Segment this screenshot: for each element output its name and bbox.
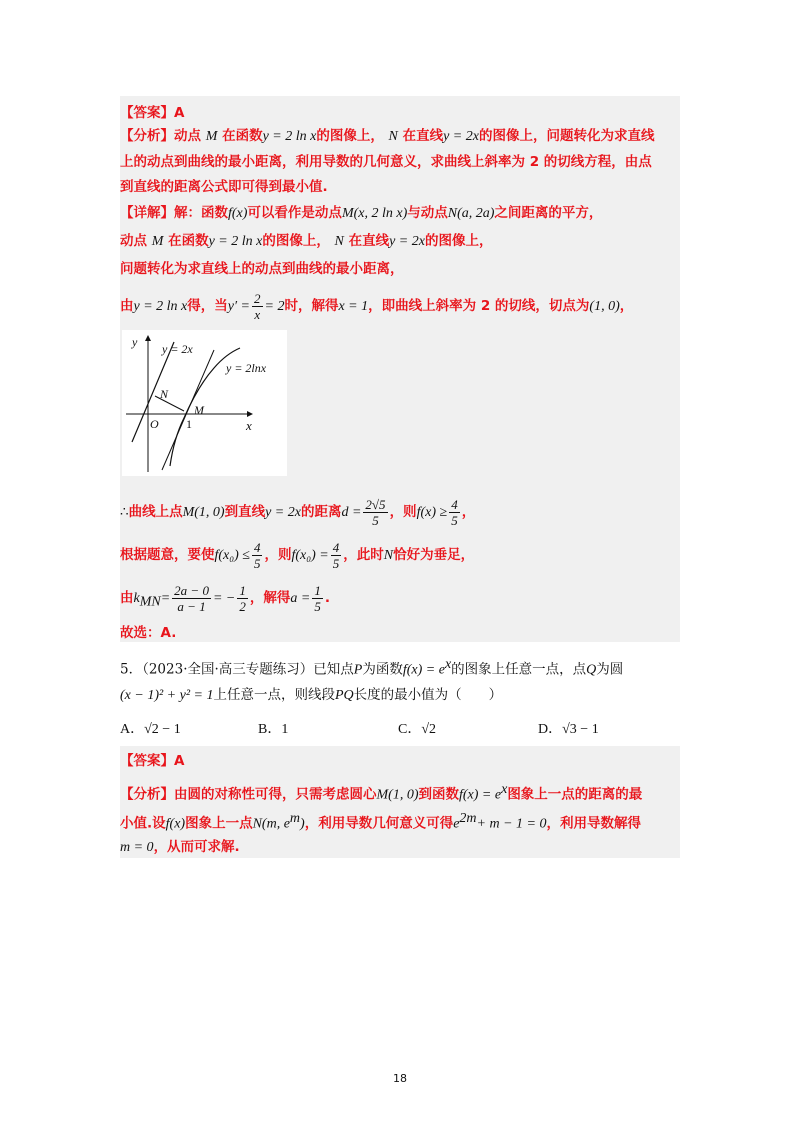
option-a: A．√2 − 1 bbox=[120, 722, 181, 737]
answer-line-2: 【答案】A bbox=[120, 753, 185, 769]
analysis2-line-1: 【分析】由圆的对称性可得，只需考虑圆心M(1, 0)到函数$f(x) = e^x$图象上一点的距离的最 bbox=[120, 782, 643, 803]
label-one: 1 bbox=[186, 417, 192, 431]
option-b: B．1 bbox=[258, 722, 289, 737]
fraction: $\frac{2}{x}$ bbox=[254, 290, 261, 322]
graph-figure bbox=[122, 330, 287, 476]
detail-line-6: 根据题意，要使f(x₀) ≤ $\frac{4}{5}$ ，则f(x₀) = $\frac{4}{5}$ ，此时N恰好为垂足， bbox=[120, 539, 475, 571]
question-5-line-1: 5．（2023·全国·高三专题练习）已知点P为函数$f(x) = e^x$的图象上任意一点，点Q为圆 bbox=[120, 657, 624, 678]
option-c: C．√2 bbox=[398, 722, 437, 737]
analysis-line-1: 【分析】动点 M 在函数y = 2 ln x的图像上， N 在直线y = 2x的图像上，问题转化为求直线 bbox=[120, 128, 655, 144]
detail-line-4: 由y = 2 ln x得，当y′ = $\frac{2}{x}$ = 2时，解得x = 1，即曲线上斜率为 2 的切线，切点为(1, 0)， bbox=[120, 290, 634, 322]
question-5-line-2: (x − 1)² + y² = 1上任意一点，则线段PQ长度的最小值为（ ） bbox=[120, 687, 503, 703]
label-origin: O bbox=[150, 417, 159, 431]
page-number: 18 bbox=[393, 1072, 407, 1085]
answer-line-1 bbox=[120, 104, 680, 122]
label-curve: y = 2lnx bbox=[226, 361, 267, 375]
graph-svg bbox=[122, 330, 287, 476]
tangent-line bbox=[162, 350, 214, 470]
analysis-line-3: 到直线的距离公式即可得到最小值. bbox=[120, 179, 328, 195]
detail-line-5: ∴曲线上点M(1, 0)到直线y = 2x的距离d = $\frac{2√5}{5}$ ，则f(x) ≥ $\frac{4}{5}$ ， bbox=[120, 496, 476, 528]
option-d: D．√3 − 1 bbox=[538, 722, 599, 737]
label-y: y bbox=[132, 335, 138, 349]
label-N: N bbox=[160, 387, 169, 401]
analysis-line-2: 上的动点到曲线的最小距离，利用导数的几何意义，求曲线上斜率为 2 的切线方程，由点 bbox=[120, 154, 652, 170]
detail-line-3: 问题转化为求直线上的动点到曲线的最小距离， bbox=[120, 261, 404, 277]
detail-line-7: 由$k_{MN}=$ $\frac{2a - 0}{a - 1}$ = − $\frac{1}{2}$ ，解得a = $\frac{1}{5}$ . bbox=[120, 582, 330, 614]
label-line: y = 2x bbox=[162, 342, 193, 356]
analysis2-line-3: m = 0，从而可求解. bbox=[120, 839, 240, 855]
detail-line-8: 故选：A. bbox=[120, 625, 177, 641]
detail-line-2: 动点 M 在函数y = 2 ln x的图像上， N 在直线y = 2x的图像上， bbox=[120, 233, 493, 249]
answer-value: A bbox=[174, 105, 185, 121]
analysis2-line-2: 小值.设f(x)图象上一点N(m, $e^m$)，利用导数几何意义可得$e^{2m}+ m - 1 = 0$，利用导数解得 bbox=[120, 811, 641, 832]
label-x: x bbox=[246, 418, 252, 433]
answer-tag: 【答案】 bbox=[120, 105, 174, 121]
label-M: M bbox=[194, 403, 204, 417]
detail-line-1: 【详解】解：函数f(x)可以看作是动点M(x, 2 ln x)与动点N(a, 2a)之间距离的平方， bbox=[120, 205, 603, 221]
